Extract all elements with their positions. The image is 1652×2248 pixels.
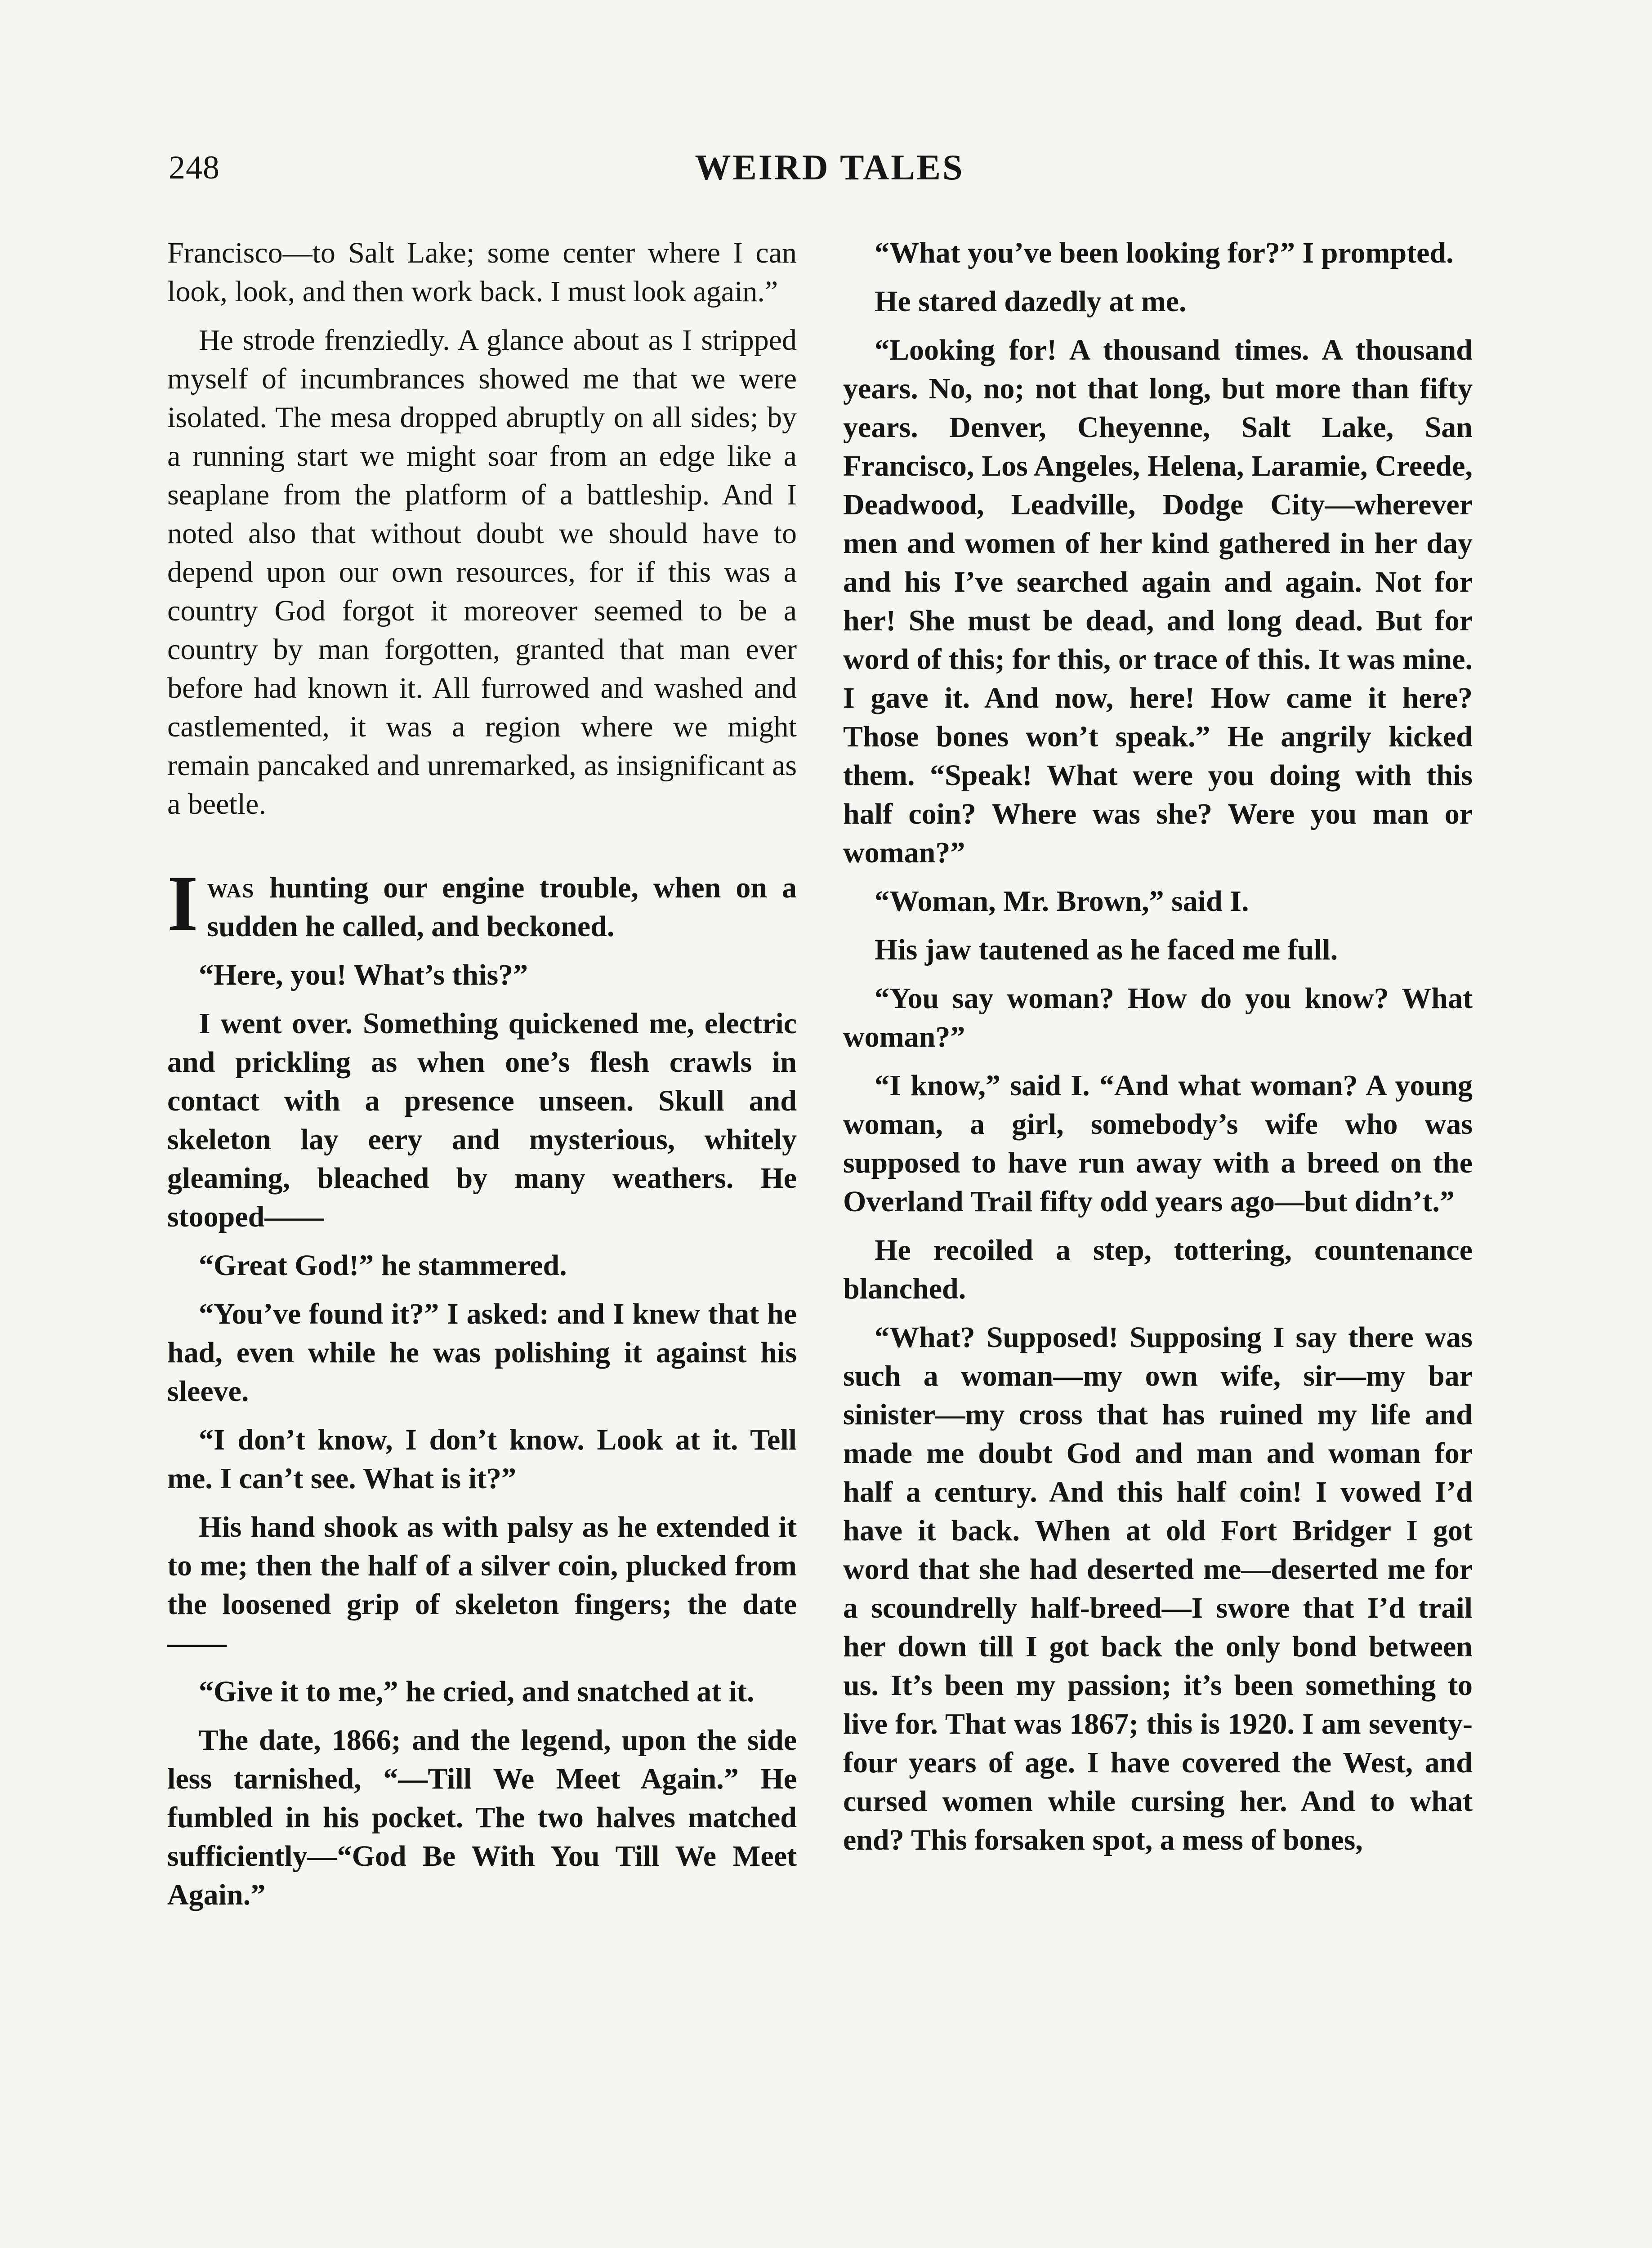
paragraph: I went over. Something quickened me, electric and prickling as when one’s flesh crawls in contact with a presence unseen. Skull and skeleton lay eery and mysterious, whitely gleaming, bleached by many weathers. He stooped—— [167,1007,797,1233]
running-title: WEIRD TALES [695,148,964,187]
paragraph: “Give it to me,” he cried, and snatched at it. [199,1675,755,1708]
page-number: 248 [169,149,220,186]
paragraph: “Looking for! A thousand times. A thousand years. No, no; not that long, but more than fifty years. Denver, Cheyenne, Salt Lake, San Francisco, Los Angeles, Helena, Laramie, Creede, Deadwood, Leadville, Dodge City—wherever men and women of her kind gathered in her day and his I’ve searched again and again. Not for her! She must be dead, and long dead. But for word of this; for this, or trace of this. It was mine. I gave it. And now, here! How came it here? Those bones won’t speak.” He angrily kicked them. “Speak! What were you doing with this half coin? Where was she? Were you man or woman?” [843,334,1473,869]
paragraph: Francisco—to Salt Lake; some center where I can look, look, and then work back. I must look again.” [167,236,797,308]
paragraph: “You’ve found it?” I asked: and I knew that he had, even while he was polishing it against his sleeve. [167,1298,797,1408]
paragraph: “Great God!” he stammered. [199,1249,567,1282]
paragraph: “Woman, Mr. Brown,” said I. [875,885,1249,918]
paragraph: “Here, you! What’s this?” [199,959,528,991]
paragraph: “I don’t know, I don’t know. Look at it. Tell me. I can’t see. What is it?” [167,1423,797,1495]
paragraph: He strode frenziedly. A glance about as I stripped myself of incumbrances showed me that we were isolated. The mesa dropped abruptly on all sides; by a running start we might soar from an edge like a seaplane from the platform of a battleship. And I noted also that without doubt we should have to depend upon our own resources, for if this was a country God forgot it moreover seemed to be a country by man forgotten, granted that man ever before had known it. All furrowed and washed and castlemented, it was a region where we might remain pancaked and unremarked, as insignificant as a beetle. [167,324,797,821]
paragraph: He recoiled a step, tottering, countenance blanched. [843,1234,1473,1305]
paragraph: His hand shook as with palsy as he extended it to me; then the half of a silver coin, plucked from the loosened grip of skeleton fingers; the date—— [167,1511,797,1659]
small-caps-lead: was [207,871,255,904]
paragraph: His jaw tautened as he faced me full. [875,933,1338,966]
paragraph: “You say woman? How do you know? What woman?” [843,982,1473,1053]
paragraph: The date, 1866; and the legend, upon the side less tarnished, “—Till We Meet Again.” He fumbled in his pocket. The two halves matched sufficiently—“God Be With You Till We Meet Again.” [167,1724,797,1911]
drop-cap: I [167,860,198,947]
page-header [169,143,1491,192]
section-opening-paragraph [167,860,797,947]
paragraph-text: hunting our engine trouble, when on a sudden he called, and beckoned. [207,871,797,943]
right-column [843,234,1473,2248]
paragraph: “What you’ve been looking for?” I prompted. [875,236,1454,269]
paragraph: “What? Supposed! Supposing I say there was such a woman—my own wife, sir—my bar sinister—my cross that has ruined my life and made me doubt God and man and woman for half a century. And this half coin! I vowed I’d have it back. When at old Fort Bridger I got word that she had deserted me—deserted me for a scoundrelly half-breed—I swore that I’d trail her down till I got back the only bond between us. It’s been my passion; it’s been something to live for. That was 1867; this is 1920. I am seventy-four years of age. I have covered the West, and cursed women while cursing her. And to what end? This forsaken spot, a mess of bones, [843,1321,1473,1856]
left-column [167,234,797,2248]
paragraph: He stared dazedly at me. [875,285,1187,318]
paragraph: “I know,” said I. “And what woman? A young woman, a girl, somebody’s wife who was supposed to have run away with a breed on the Overland Trail fifty odd years ago—but didn’t.” [843,1069,1473,1218]
